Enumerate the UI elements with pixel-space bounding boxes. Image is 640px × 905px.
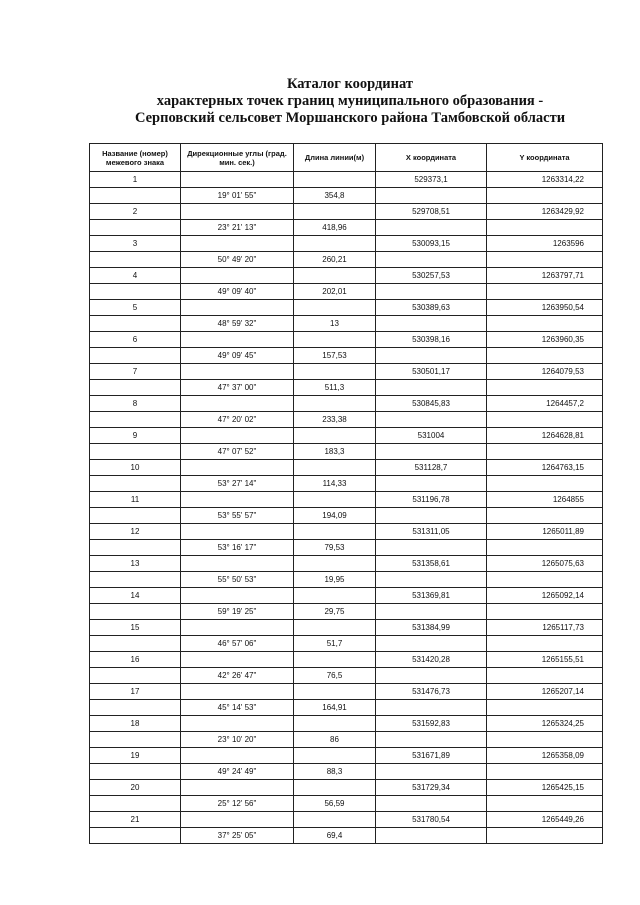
segment-row: [90, 796, 603, 812]
point-name: 10: [90, 460, 181, 476]
empty-cell: [376, 252, 487, 268]
direction-angle: 48° 59' 32": [181, 316, 294, 332]
empty-cell: [376, 220, 487, 236]
point-row: [90, 812, 603, 828]
header-x: X координата: [376, 144, 487, 172]
direction-angle: 45° 14' 53": [181, 700, 294, 716]
point-name: 14: [90, 588, 181, 604]
segment-row: [90, 636, 603, 652]
point-row: [90, 364, 603, 380]
empty-cell: [181, 556, 294, 572]
direction-angle: 53° 55' 57": [181, 508, 294, 524]
line-length: 202,01: [294, 284, 376, 300]
direction-angle: 49° 09' 45": [181, 348, 294, 364]
x-coordinate: 531128,7: [376, 460, 487, 476]
empty-cell: [294, 588, 376, 604]
header-row: [90, 144, 603, 172]
empty-cell: [90, 732, 181, 748]
y-coordinate: 1264079,53: [487, 364, 603, 380]
y-coordinate: 1265075,63: [487, 556, 603, 572]
empty-cell: [294, 492, 376, 508]
empty-cell: [376, 636, 487, 652]
x-coordinate: 531671,89: [376, 748, 487, 764]
point-name: 11: [90, 492, 181, 508]
point-row: [90, 460, 603, 476]
empty-cell: [181, 716, 294, 732]
line-length: 418,96: [294, 220, 376, 236]
point-row: [90, 620, 603, 636]
direction-angle: 50° 49' 20": [181, 252, 294, 268]
line-length: 56,59: [294, 796, 376, 812]
empty-cell: [90, 636, 181, 652]
line-length: 76,5: [294, 668, 376, 684]
empty-cell: [294, 396, 376, 412]
empty-cell: [376, 348, 487, 364]
empty-cell: [487, 636, 603, 652]
point-name: 1: [90, 172, 181, 188]
empty-cell: [487, 284, 603, 300]
segment-row: [90, 540, 603, 556]
line-length: 29,75: [294, 604, 376, 620]
segment-row: [90, 828, 603, 844]
empty-cell: [90, 380, 181, 396]
x-coordinate: 531384,99: [376, 620, 487, 636]
empty-cell: [376, 476, 487, 492]
x-coordinate: 530389,63: [376, 300, 487, 316]
empty-cell: [376, 412, 487, 428]
empty-cell: [90, 572, 181, 588]
x-coordinate: 531729,34: [376, 780, 487, 796]
empty-cell: [294, 204, 376, 220]
point-row: [90, 780, 603, 796]
y-coordinate: 1263596: [487, 236, 603, 252]
line-length: 194,09: [294, 508, 376, 524]
empty-cell: [487, 380, 603, 396]
line-length: 13: [294, 316, 376, 332]
y-coordinate: 1265358,09: [487, 748, 603, 764]
segment-row: [90, 284, 603, 300]
y-coordinate: 1265449,26: [487, 812, 603, 828]
table-body: [90, 172, 603, 844]
empty-cell: [294, 428, 376, 444]
y-coordinate: 1265425,15: [487, 780, 603, 796]
x-coordinate: 531369,81: [376, 588, 487, 604]
segment-row: [90, 412, 603, 428]
empty-cell: [487, 540, 603, 556]
empty-cell: [487, 220, 603, 236]
y-coordinate: 1265155,51: [487, 652, 603, 668]
empty-cell: [90, 668, 181, 684]
empty-cell: [376, 796, 487, 812]
x-coordinate: 531196,78: [376, 492, 487, 508]
title-line-3: Серповский сельсовет Моршанского района Тамбовской области: [134, 110, 566, 126]
y-coordinate: 1264457,2: [487, 396, 603, 412]
point-row: [90, 748, 603, 764]
empty-cell: [181, 524, 294, 540]
direction-angle: 53° 27' 14": [181, 476, 294, 492]
empty-cell: [294, 524, 376, 540]
line-length: 88,3: [294, 764, 376, 780]
line-length: 354,8: [294, 188, 376, 204]
y-coordinate: 1264855: [487, 492, 603, 508]
line-length: 260,21: [294, 252, 376, 268]
empty-cell: [487, 348, 603, 364]
line-length: 51,7: [294, 636, 376, 652]
direction-angle: 23° 21' 13": [181, 220, 294, 236]
empty-cell: [487, 828, 603, 844]
empty-cell: [487, 764, 603, 780]
point-name: 4: [90, 268, 181, 284]
line-length: 233,38: [294, 412, 376, 428]
y-coordinate: 1264763,15: [487, 460, 603, 476]
empty-cell: [376, 572, 487, 588]
empty-cell: [487, 604, 603, 620]
empty-cell: [294, 364, 376, 380]
line-length: 511,3: [294, 380, 376, 396]
empty-cell: [90, 412, 181, 428]
empty-cell: [90, 188, 181, 204]
point-row: [90, 556, 603, 572]
empty-cell: [181, 460, 294, 476]
x-coordinate: 531358,61: [376, 556, 487, 572]
line-length: 79,53: [294, 540, 376, 556]
empty-cell: [90, 476, 181, 492]
segment-row: [90, 252, 603, 268]
segment-row: [90, 764, 603, 780]
empty-cell: [90, 508, 181, 524]
empty-cell: [376, 764, 487, 780]
point-name: 12: [90, 524, 181, 540]
empty-cell: [181, 396, 294, 412]
x-coordinate: 531420,28: [376, 652, 487, 668]
empty-cell: [181, 172, 294, 188]
direction-angle: 49° 24' 49": [181, 764, 294, 780]
x-coordinate: 530093,15: [376, 236, 487, 252]
y-coordinate: 1263797,71: [487, 268, 603, 284]
segment-row: [90, 444, 603, 460]
empty-cell: [181, 268, 294, 284]
header-length: Длина линии(м): [294, 144, 376, 172]
empty-cell: [294, 652, 376, 668]
empty-cell: [294, 812, 376, 828]
x-coordinate: 531311,05: [376, 524, 487, 540]
empty-cell: [294, 460, 376, 476]
header-angles: Дирекционные углы (град. мин. сек.): [181, 144, 294, 172]
direction-angle: 47° 07' 52": [181, 444, 294, 460]
empty-cell: [181, 684, 294, 700]
empty-cell: [90, 604, 181, 620]
point-name: 6: [90, 332, 181, 348]
direction-angle: 47° 20' 02": [181, 412, 294, 428]
line-length: 86: [294, 732, 376, 748]
segment-row: [90, 604, 603, 620]
empty-cell: [294, 716, 376, 732]
empty-cell: [294, 620, 376, 636]
empty-cell: [90, 316, 181, 332]
empty-cell: [90, 220, 181, 236]
x-coordinate: 531592,83: [376, 716, 487, 732]
point-row: [90, 716, 603, 732]
y-coordinate: 1265092,14: [487, 588, 603, 604]
segment-row: [90, 220, 603, 236]
x-coordinate: 530257,53: [376, 268, 487, 284]
empty-cell: [294, 332, 376, 348]
coordinates-table: [89, 143, 603, 844]
empty-cell: [376, 188, 487, 204]
y-coordinate: 1263314,22: [487, 172, 603, 188]
empty-cell: [376, 732, 487, 748]
point-row: [90, 332, 603, 348]
empty-cell: [376, 508, 487, 524]
y-coordinate: 1265011,89: [487, 524, 603, 540]
title-line-1: Каталог координат: [286, 76, 414, 92]
empty-cell: [181, 428, 294, 444]
empty-cell: [487, 188, 603, 204]
direction-angle: 49° 09' 40": [181, 284, 294, 300]
empty-cell: [181, 332, 294, 348]
segment-row: [90, 348, 603, 364]
empty-cell: [294, 268, 376, 284]
direction-angle: 19° 01' 55": [181, 188, 294, 204]
line-length: 114,33: [294, 476, 376, 492]
empty-cell: [376, 668, 487, 684]
empty-cell: [487, 732, 603, 748]
point-name: 3: [90, 236, 181, 252]
empty-cell: [376, 444, 487, 460]
empty-cell: [181, 204, 294, 220]
direction-angle: 23° 10' 20": [181, 732, 294, 748]
direction-angle: 55° 50' 53": [181, 572, 294, 588]
empty-cell: [376, 380, 487, 396]
empty-cell: [181, 588, 294, 604]
direction-angle: 53° 16' 17": [181, 540, 294, 556]
point-row: [90, 172, 603, 188]
point-name: 19: [90, 748, 181, 764]
empty-cell: [90, 700, 181, 716]
empty-cell: [487, 700, 603, 716]
direction-angle: 37° 25' 05": [181, 828, 294, 844]
point-name: 5: [90, 300, 181, 316]
empty-cell: [487, 508, 603, 524]
point-row: [90, 236, 603, 252]
empty-cell: [487, 444, 603, 460]
empty-cell: [487, 572, 603, 588]
direction-angle: 47° 37' 00": [181, 380, 294, 396]
empty-cell: [181, 780, 294, 796]
header-name: Название (номер) межевого знака: [90, 144, 181, 172]
empty-cell: [90, 828, 181, 844]
empty-cell: [376, 316, 487, 332]
point-row: [90, 204, 603, 220]
point-name: 16: [90, 652, 181, 668]
point-row: [90, 588, 603, 604]
x-coordinate: 531780,54: [376, 812, 487, 828]
y-coordinate: 1265324,25: [487, 716, 603, 732]
line-length: 19,95: [294, 572, 376, 588]
segment-row: [90, 732, 603, 748]
empty-cell: [90, 444, 181, 460]
segment-row: [90, 188, 603, 204]
x-coordinate: 531476,73: [376, 684, 487, 700]
segment-row: [90, 476, 603, 492]
y-coordinate: 1265117,73: [487, 620, 603, 636]
point-name: 7: [90, 364, 181, 380]
empty-cell: [181, 300, 294, 316]
empty-cell: [294, 236, 376, 252]
empty-cell: [181, 236, 294, 252]
empty-cell: [90, 540, 181, 556]
empty-cell: [294, 300, 376, 316]
segment-row: [90, 316, 603, 332]
x-coordinate: 531004: [376, 428, 487, 444]
point-name: 20: [90, 780, 181, 796]
empty-cell: [90, 284, 181, 300]
empty-cell: [487, 668, 603, 684]
point-row: [90, 300, 603, 316]
empty-cell: [376, 700, 487, 716]
empty-cell: [181, 364, 294, 380]
x-coordinate: 530398,16: [376, 332, 487, 348]
point-row: [90, 652, 603, 668]
x-coordinate: 529373,1: [376, 172, 487, 188]
empty-cell: [90, 796, 181, 812]
y-coordinate: 1263960,35: [487, 332, 603, 348]
point-row: [90, 492, 603, 508]
point-name: 21: [90, 812, 181, 828]
empty-cell: [294, 780, 376, 796]
empty-cell: [294, 748, 376, 764]
empty-cell: [294, 684, 376, 700]
direction-angle: 25° 12' 56": [181, 796, 294, 812]
empty-cell: [181, 620, 294, 636]
empty-cell: [376, 604, 487, 620]
segment-row: [90, 700, 603, 716]
point-name: 18: [90, 716, 181, 732]
segment-row: [90, 572, 603, 588]
x-coordinate: 530845,83: [376, 396, 487, 412]
point-name: 17: [90, 684, 181, 700]
point-name: 2: [90, 204, 181, 220]
direction-angle: 42° 26' 47": [181, 668, 294, 684]
empty-cell: [376, 540, 487, 556]
x-coordinate: 530501,17: [376, 364, 487, 380]
empty-cell: [376, 284, 487, 300]
empty-cell: [487, 796, 603, 812]
point-name: 13: [90, 556, 181, 572]
empty-cell: [181, 492, 294, 508]
y-coordinate: 1264628,81: [487, 428, 603, 444]
empty-cell: [487, 476, 603, 492]
empty-cell: [487, 252, 603, 268]
y-coordinate: 1265207,14: [487, 684, 603, 700]
segment-row: [90, 380, 603, 396]
x-coordinate: 529708,51: [376, 204, 487, 220]
point-name: 8: [90, 396, 181, 412]
point-row: [90, 684, 603, 700]
segment-row: [90, 668, 603, 684]
line-length: 164,91: [294, 700, 376, 716]
segment-row: [90, 508, 603, 524]
point-name: 9: [90, 428, 181, 444]
point-row: [90, 396, 603, 412]
direction-angle: 59° 19' 25": [181, 604, 294, 620]
point-name: 15: [90, 620, 181, 636]
direction-angle: 46° 57' 06": [181, 636, 294, 652]
point-row: [90, 524, 603, 540]
header-y: Y координата: [487, 144, 603, 172]
empty-cell: [181, 812, 294, 828]
empty-cell: [487, 412, 603, 428]
y-coordinate: 1263429,92: [487, 204, 603, 220]
y-coordinate: 1263950,54: [487, 300, 603, 316]
point-row: [90, 428, 603, 444]
empty-cell: [90, 252, 181, 268]
empty-cell: [487, 316, 603, 332]
point-row: [90, 268, 603, 284]
empty-cell: [90, 348, 181, 364]
line-length: 183,3: [294, 444, 376, 460]
line-length: 157,53: [294, 348, 376, 364]
empty-cell: [181, 748, 294, 764]
empty-cell: [294, 556, 376, 572]
empty-cell: [181, 652, 294, 668]
empty-cell: [376, 828, 487, 844]
line-length: 69,4: [294, 828, 376, 844]
empty-cell: [90, 764, 181, 780]
empty-cell: [294, 172, 376, 188]
title-line-2: характерных точек границ муниципального образования -: [156, 93, 544, 109]
